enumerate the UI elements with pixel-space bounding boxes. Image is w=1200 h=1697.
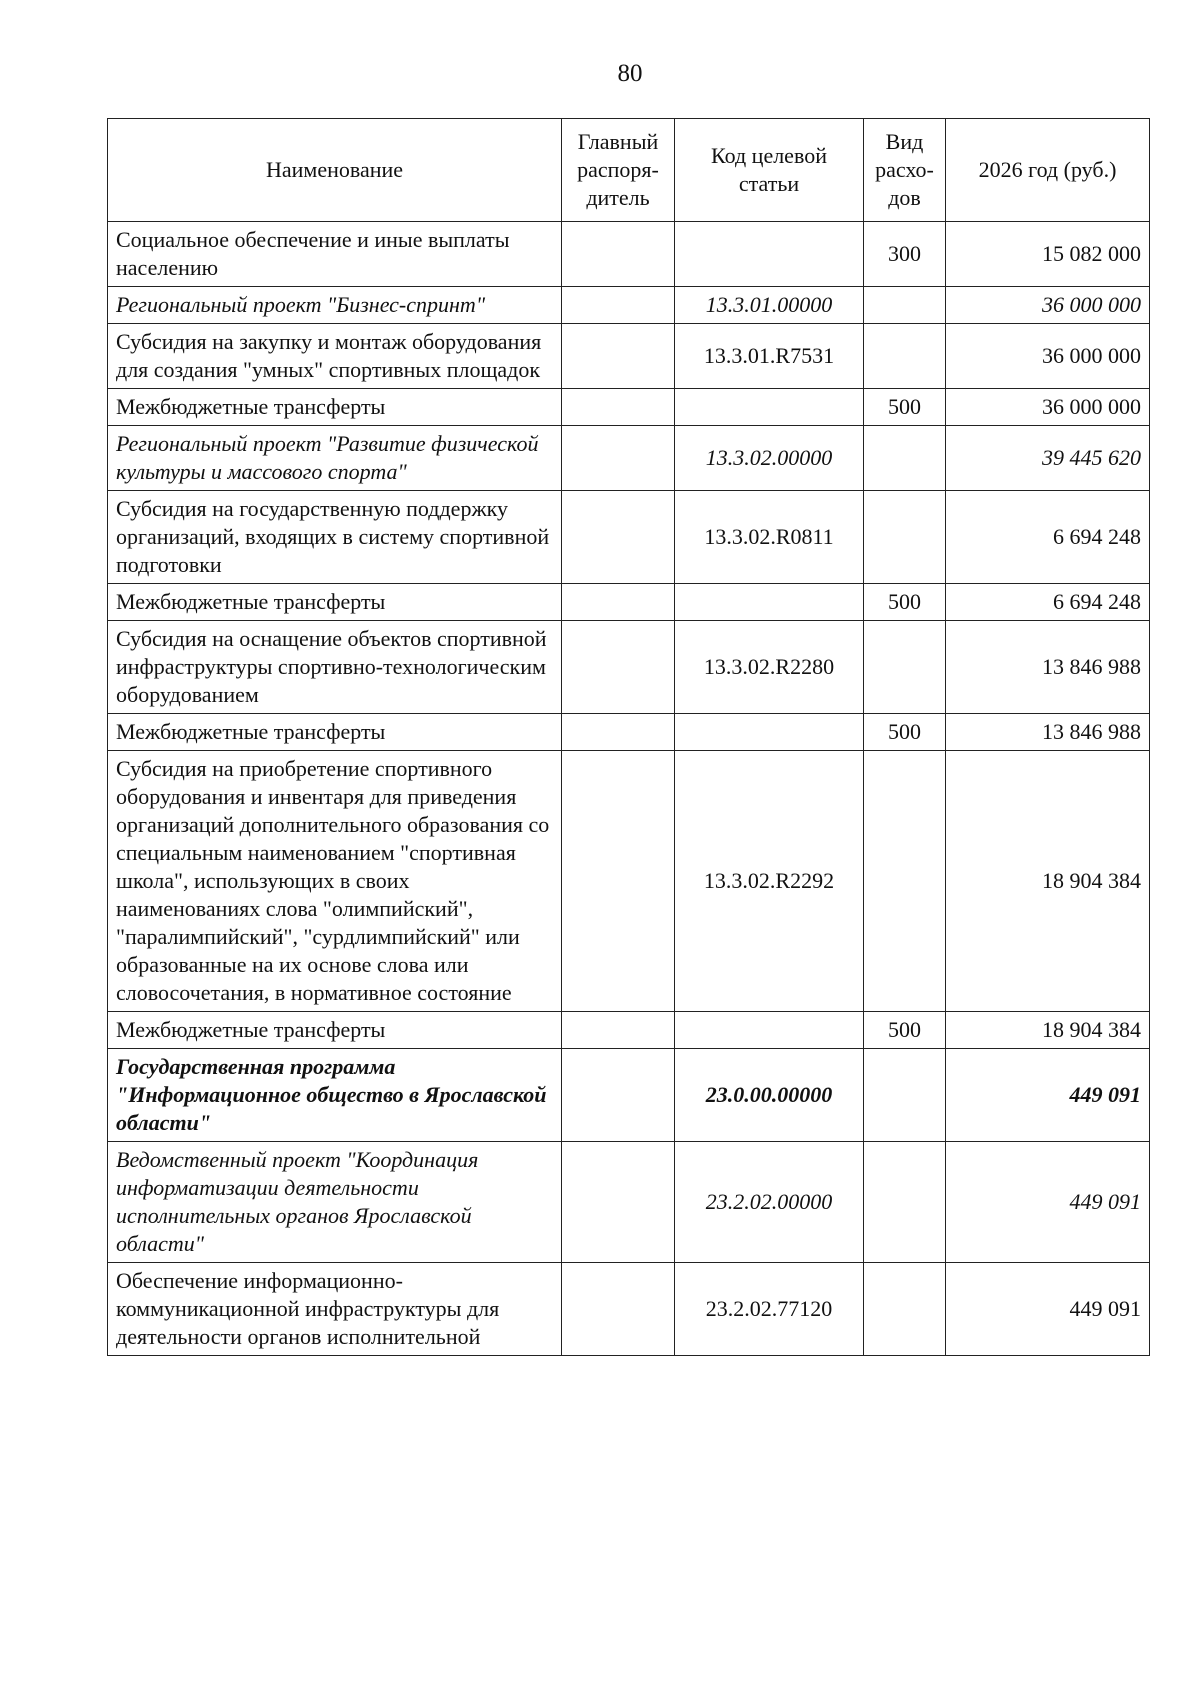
row-expense-type-cell xyxy=(864,426,946,491)
row-expense-type-cell: 500 xyxy=(864,1012,946,1049)
row-target-code-cell xyxy=(675,222,864,287)
row-amount-cell: 18 904 384 xyxy=(946,1012,1150,1049)
row-name-cell: Ведомственный проект "Координация информатизации деятельности исполнительных органов Ярославской области" xyxy=(108,1142,562,1263)
row-name-cell: Межбюджетные трансферты xyxy=(108,584,562,621)
row-amount-cell: 449 091 xyxy=(946,1263,1150,1356)
row-target-code-cell xyxy=(675,714,864,751)
row-name-cell: Межбюджетные трансферты xyxy=(108,714,562,751)
row-amount-cell: 6 694 248 xyxy=(946,491,1150,584)
table-row xyxy=(108,751,1150,1012)
row-target-code-cell: 13.3.02.R2280 xyxy=(675,621,864,714)
table-row xyxy=(108,324,1150,389)
row-target-code-cell xyxy=(675,1012,864,1049)
row-expense-type-cell: 500 xyxy=(864,714,946,751)
budget-table xyxy=(107,118,1150,1356)
row-target-code-cell: 23.2.02.00000 xyxy=(675,1142,864,1263)
table-row xyxy=(108,1049,1150,1142)
row-amount-cell: 449 091 xyxy=(946,1049,1150,1142)
table-row xyxy=(108,1263,1150,1356)
row-amount-cell: 36 000 000 xyxy=(946,287,1150,324)
row-expense-type-cell xyxy=(864,751,946,1012)
row-target-code-cell: 23.2.02.77120 xyxy=(675,1263,864,1356)
table-row xyxy=(108,1012,1150,1049)
row-main-manager-cell xyxy=(562,324,675,389)
page-number: 80 xyxy=(617,60,643,87)
row-main-manager-cell xyxy=(562,1049,675,1142)
table-row xyxy=(108,714,1150,751)
header-year-amount: 2026 год (руб.) xyxy=(946,119,1150,222)
row-expense-type-cell xyxy=(864,1142,946,1263)
row-amount-cell: 18 904 384 xyxy=(946,751,1150,1012)
row-amount-cell: 13 846 988 xyxy=(946,714,1150,751)
row-name-cell: Субсидия на приобретение спортивного оборудования и инвентаря для приведения организаций дополнительного образования со специальным наименованием "спортивная школа", использующих в своих наименованиях слова "олимпийский", "паралимпийский", "сурдлимпийский" или образованные на их основе слова или словосочетания, в нормативное состояние xyxy=(108,751,562,1012)
row-target-code-cell xyxy=(675,584,864,621)
row-main-manager-cell xyxy=(562,1263,675,1356)
table-row xyxy=(108,491,1150,584)
row-amount-cell: 39 445 620 xyxy=(946,426,1150,491)
header-expense-type: Вид расхо-дов xyxy=(864,119,946,222)
row-expense-type-cell xyxy=(864,491,946,584)
row-target-code-cell: 13.3.01.R7531 xyxy=(675,324,864,389)
row-target-code-cell xyxy=(675,389,864,426)
table-header-row xyxy=(108,119,1150,222)
row-expense-type-cell xyxy=(864,287,946,324)
row-main-manager-cell xyxy=(562,621,675,714)
row-main-manager-cell xyxy=(562,584,675,621)
row-name-cell: Обеспечение информационно-коммуникационной инфраструктуры для деятельности органов исполнительной xyxy=(108,1263,562,1356)
row-target-code-cell: 13.3.02.R2292 xyxy=(675,751,864,1012)
row-name-cell: Межбюджетные трансферты xyxy=(108,389,562,426)
row-amount-cell: 36 000 000 xyxy=(946,389,1150,426)
row-target-code-cell: 23.0.00.00000 xyxy=(675,1049,864,1142)
row-main-manager-cell xyxy=(562,751,675,1012)
row-main-manager-cell xyxy=(562,222,675,287)
row-main-manager-cell xyxy=(562,714,675,751)
row-name-cell: Субсидия на закупку и монтаж оборудования для создания "умных" спортивных площадок xyxy=(108,324,562,389)
row-expense-type-cell: 500 xyxy=(864,389,946,426)
row-name-cell: Государственная программа "Информационное общество в Ярославской области" xyxy=(108,1049,562,1142)
row-name-cell: Межбюджетные трансферты xyxy=(108,1012,562,1049)
table-row xyxy=(108,621,1150,714)
row-expense-type-cell: 300 xyxy=(864,222,946,287)
row-main-manager-cell xyxy=(562,389,675,426)
table-row xyxy=(108,222,1150,287)
row-expense-type-cell xyxy=(864,324,946,389)
table-row xyxy=(108,287,1150,324)
row-expense-type-cell xyxy=(864,621,946,714)
header-name: Наименование xyxy=(108,119,562,222)
table-row xyxy=(108,389,1150,426)
row-name-cell: Региональный проект "Развитие физической культуры и массового спорта" xyxy=(108,426,562,491)
header-main-manager: Главный распоря-дитель xyxy=(562,119,675,222)
header-target-code: Код целевой статьи xyxy=(675,119,864,222)
row-target-code-cell: 13.3.01.00000 xyxy=(675,287,864,324)
row-expense-type-cell xyxy=(864,1263,946,1356)
row-target-code-cell: 13.3.02.R0811 xyxy=(675,491,864,584)
row-amount-cell: 13 846 988 xyxy=(946,621,1150,714)
row-main-manager-cell xyxy=(562,426,675,491)
row-amount-cell: 36 000 000 xyxy=(946,324,1150,389)
row-main-manager-cell xyxy=(562,287,675,324)
row-main-manager-cell xyxy=(562,1012,675,1049)
row-amount-cell: 449 091 xyxy=(946,1142,1150,1263)
table-row xyxy=(108,1142,1150,1263)
row-name-cell: Социальное обеспечение и иные выплаты населению xyxy=(108,222,562,287)
row-name-cell: Субсидия на оснащение объектов спортивной инфраструктуры спортивно-технологическим оборудованием xyxy=(108,621,562,714)
row-expense-type-cell: 500 xyxy=(864,584,946,621)
row-main-manager-cell xyxy=(562,1142,675,1263)
row-amount-cell: 15 082 000 xyxy=(946,222,1150,287)
row-name-cell: Региональный проект "Бизнес-спринт" xyxy=(108,287,562,324)
row-expense-type-cell xyxy=(864,1049,946,1142)
row-target-code-cell: 13.3.02.00000 xyxy=(675,426,864,491)
row-name-cell: Субсидия на государственную поддержку организаций, входящих в систему спортивной подготовки xyxy=(108,491,562,584)
table-row xyxy=(108,426,1150,491)
table-row xyxy=(108,584,1150,621)
row-main-manager-cell xyxy=(562,491,675,584)
row-amount-cell: 6 694 248 xyxy=(946,584,1150,621)
table-body xyxy=(108,222,1150,1356)
